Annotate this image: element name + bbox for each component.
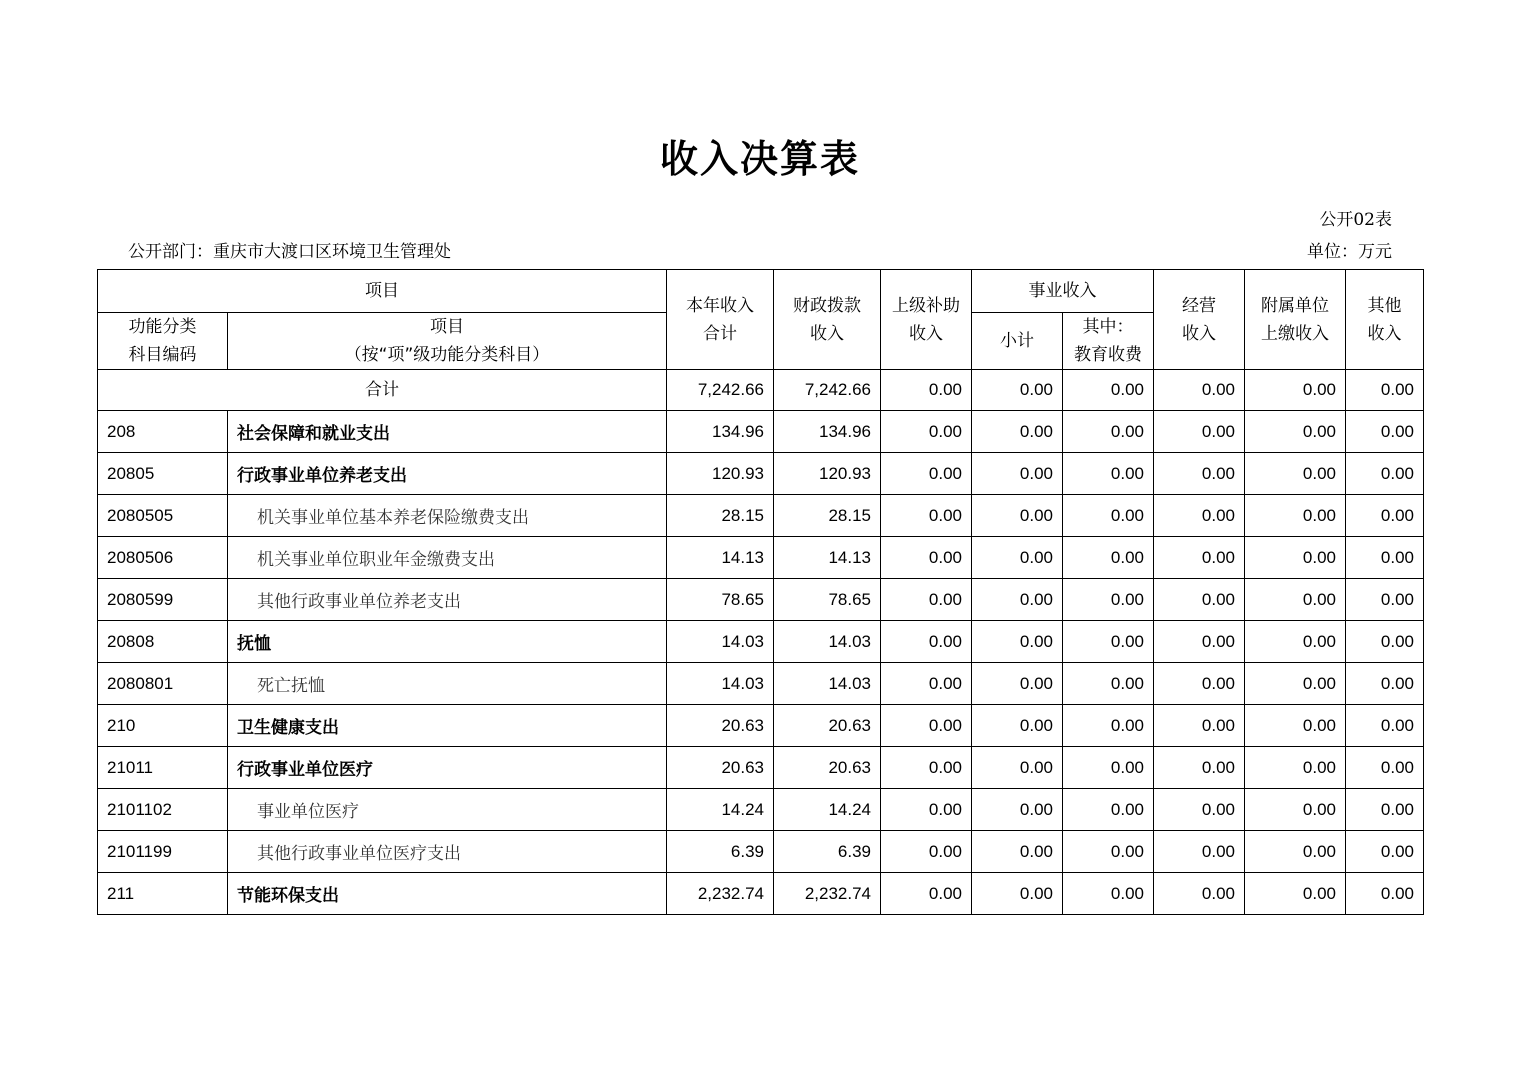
row-code: 208 [98,411,228,453]
row-value: 0.00 [1245,537,1346,579]
total-cell: 7,242.66 [667,370,774,411]
row-value: 0.00 [972,873,1063,915]
row-value: 0.00 [1346,873,1424,915]
row-value: 0.00 [1346,579,1424,621]
row-value: 78.65 [774,579,881,621]
row-value: 28.15 [667,495,774,537]
table-row [98,789,1424,831]
total-cell: 0.00 [1245,370,1346,411]
row-value: 14.13 [774,537,881,579]
row-value: 6.39 [667,831,774,873]
row-name: 社会保障和就业支出 [228,411,667,453]
row-name: 事业单位医疗 [228,789,667,831]
row-value: 0.00 [1245,873,1346,915]
header-superior [881,270,972,370]
row-value: 0.00 [972,537,1063,579]
row-value: 78.65 [667,579,774,621]
table-row [98,621,1424,663]
row-value: 0.00 [881,873,972,915]
row-value: 0.00 [1245,663,1346,705]
table-row [98,747,1424,789]
row-value: 0.00 [1346,663,1424,705]
header-other-line2: 收入 [1367,323,1402,344]
row-value: 0.00 [1346,705,1424,747]
total-cell: 0.00 [1346,370,1424,411]
row-name: 其他行政事业单位养老支出 [228,579,667,621]
row-value: 0.00 [1245,453,1346,495]
row-code: 2080505 [98,495,228,537]
row-value: 0.00 [1063,789,1154,831]
row-value: 0.00 [1063,831,1154,873]
row-value: 0.00 [972,789,1063,831]
header-education-line1: 其中： [1082,317,1134,337]
row-value: 0.00 [881,579,972,621]
row-value: 14.03 [774,663,881,705]
row-code: 2101102 [98,789,228,831]
header-fiscal-line2: 收入 [810,323,844,344]
row-name: 其他行政事业单位医疗支出 [228,831,667,873]
row-value: 0.00 [1346,621,1424,663]
table-row [98,453,1424,495]
header-fiscal-line1: 财政拨款 [793,295,861,316]
row-value: 0.00 [881,747,972,789]
row-value: 14.03 [667,621,774,663]
row-value: 0.00 [972,495,1063,537]
row-value: 0.00 [972,663,1063,705]
row-value: 0.00 [972,453,1063,495]
row-value: 0.00 [1346,747,1424,789]
row-code: 211 [98,873,228,915]
header-business: 事业收入 [972,270,1154,313]
row-value: 14.24 [667,789,774,831]
row-value: 0.00 [1245,495,1346,537]
row-value: 0.00 [881,789,972,831]
row-value: 0.00 [1154,537,1245,579]
row-value: 0.00 [1063,579,1154,621]
row-value: 0.00 [972,621,1063,663]
row-value: 0.00 [1063,873,1154,915]
row-value: 28.15 [774,495,881,537]
row-value: 0.00 [881,831,972,873]
total-cell: 0.00 [1063,370,1154,411]
header-other-line1: 其他 [1367,295,1402,316]
row-value: 0.00 [1346,453,1424,495]
row-value: 20.63 [667,747,774,789]
row-value: 0.00 [1154,411,1245,453]
total-cell: 0.00 [1154,370,1245,411]
total-row [98,370,1424,411]
row-value: 0.00 [1154,621,1245,663]
total-cell: 0.00 [972,370,1063,411]
row-code: 2080506 [98,537,228,579]
row-code: 2080801 [98,663,228,705]
table-row [98,495,1424,537]
header-func-code-line1: 功能分类 [128,317,197,337]
row-value: 134.96 [667,411,774,453]
table-row [98,873,1424,915]
row-name: 卫生健康支出 [228,705,667,747]
income-table [97,269,1424,915]
table-row [98,663,1424,705]
row-value: 0.00 [881,453,972,495]
header-education [1063,313,1154,370]
row-value: 0.00 [1245,747,1346,789]
header-operate-line2: 收入 [1182,323,1216,344]
unit-label: 单位：万元 [1307,242,1392,262]
header-total-line1: 本年收入 [686,295,754,316]
row-value: 0.00 [1346,411,1424,453]
row-value: 0.00 [1245,705,1346,747]
row-name: 死亡抚恤 [228,663,667,705]
table-body [98,411,1424,915]
row-value: 0.00 [1346,495,1424,537]
row-value: 0.00 [1154,579,1245,621]
form-number: 公开02表 [1319,210,1392,230]
row-value: 0.00 [1154,747,1245,789]
header-operate [1154,270,1245,370]
row-value: 0.00 [881,663,972,705]
row-name: 机关事业单位基本养老保险缴费支出 [228,495,667,537]
row-value: 2,232.74 [667,873,774,915]
row-value: 0.00 [1063,495,1154,537]
row-value: 0.00 [1063,411,1154,453]
row-value: 0.00 [1346,789,1424,831]
row-value: 0.00 [1063,621,1154,663]
header-total-line2: 合计 [703,323,737,344]
row-name: 节能环保支出 [228,873,667,915]
header-affiliated [1245,270,1346,370]
header-item-line1: 项目 [430,317,464,337]
row-value: 0.00 [1063,747,1154,789]
row-value: 0.00 [1154,663,1245,705]
row-value: 20.63 [774,705,881,747]
row-code: 2080599 [98,579,228,621]
row-value: 0.00 [881,537,972,579]
row-value: 0.00 [972,411,1063,453]
row-value: 0.00 [881,411,972,453]
row-value: 0.00 [972,705,1063,747]
header-subtotal: 小计 [972,313,1063,370]
row-value: 0.00 [1154,495,1245,537]
row-value: 0.00 [1245,789,1346,831]
total-label: 合计 [98,370,667,411]
table-row [98,411,1424,453]
row-value: 0.00 [1154,831,1245,873]
total-cell: 0.00 [881,370,972,411]
row-code: 20808 [98,621,228,663]
table-row [98,579,1424,621]
department-label: 公开部门：重庆市大渡口区环境卫生管理处 [128,242,451,262]
header-education-line2: 教育收费 [1074,345,1142,365]
row-value: 134.96 [774,411,881,453]
header-affiliated-line2: 上缴收入 [1261,323,1329,344]
row-code: 21011 [98,747,228,789]
row-value: 0.00 [1346,831,1424,873]
row-value: 14.03 [774,621,881,663]
row-value: 20.63 [774,747,881,789]
row-name: 行政事业单位养老支出 [228,453,667,495]
row-value: 120.93 [774,453,881,495]
row-name: 机关事业单位职业年金缴费支出 [228,537,667,579]
row-value: 0.00 [1245,411,1346,453]
row-value: 0.00 [1154,453,1245,495]
header-item-line2: （按“项”级功能分类科目） [344,345,550,365]
row-value: 14.03 [667,663,774,705]
table-row [98,705,1424,747]
header-operate-line1: 经营 [1182,295,1216,316]
row-value: 0.00 [1154,705,1245,747]
row-code: 210 [98,705,228,747]
row-code: 20805 [98,453,228,495]
row-value: 0.00 [881,495,972,537]
row-value: 0.00 [1154,789,1245,831]
row-value: 0.00 [972,579,1063,621]
row-value: 0.00 [1063,705,1154,747]
row-value: 20.63 [667,705,774,747]
row-name: 抚恤 [228,621,667,663]
row-value: 2,232.74 [774,873,881,915]
row-value: 0.00 [1346,537,1424,579]
header-func-code-line2: 科目编码 [128,345,197,365]
row-value: 0.00 [1245,831,1346,873]
row-value: 0.00 [1063,663,1154,705]
header-affiliated-line1: 附属单位 [1261,295,1329,316]
table-row [98,537,1424,579]
header-fiscal [774,270,881,370]
row-value: 0.00 [1245,579,1346,621]
page-title: 收入决算表 [659,137,860,181]
table-row [98,831,1424,873]
row-name: 行政事业单位医疗 [228,747,667,789]
header-project: 项目 [98,270,667,313]
header-func-code [98,313,228,370]
row-value: 0.00 [972,831,1063,873]
header-superior-line1: 上级补助 [892,295,960,316]
header-item [228,313,667,370]
row-value: 0.00 [1063,453,1154,495]
row-value: 120.93 [667,453,774,495]
row-value: 14.13 [667,537,774,579]
row-value: 14.24 [774,789,881,831]
row-value: 0.00 [1063,537,1154,579]
row-value: 6.39 [774,831,881,873]
row-value: 0.00 [881,705,972,747]
row-value: 0.00 [1245,621,1346,663]
row-value: 0.00 [972,747,1063,789]
row-value: 0.00 [1154,873,1245,915]
row-value: 0.00 [881,621,972,663]
header-total [667,270,774,370]
header-other [1346,270,1424,370]
header-superior-line2: 收入 [909,323,943,344]
row-code: 2101199 [98,831,228,873]
total-cell: 7,242.66 [774,370,881,411]
